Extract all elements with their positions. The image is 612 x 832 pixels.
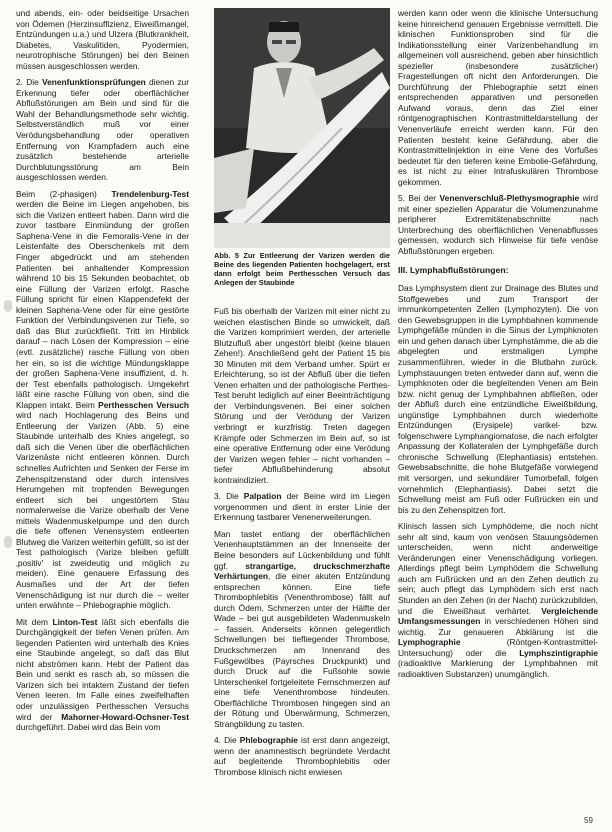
bold-term: Venenfunktionsprüfungen xyxy=(42,77,146,88)
paragraph xyxy=(398,193,598,256)
text: 5. Bei der xyxy=(398,193,440,204)
text: 3. Die xyxy=(214,491,244,502)
text: Beim (2-phasigen) xyxy=(16,188,112,199)
text: Fuß bis oberhalb der Varizen mit einer nicht zu weichen elastischen Binde so umwickelt, daß die Varizen komprimiert werden, der arterielle Blutzufluß aber ungestört bleibt (keine blauen Zehen!). Anschließend geht der Patient 15 bis 30 Minuten mit dem Verband umher. Spürt er Erleichterung, so ist der Abfluß über die tiefen Venen erhalten und der pathologische Perthes-Test beruht lediglich auf einer Beeinträchtigung der Verbindungsvenen. Bei einer solchen Störung und der Verödung der Varizen verbringt er kurzfristig. Treten dagegen Krämpfe oder Schmerzen im Bein auf, so ist eine operative Entfernung oder eine Verödung der Varizen wegen fehler – nicht vorhanden – tiefer Abflußbehinderung absolut kontraindiziert. xyxy=(214,306,390,485)
bold-term: Trendelenburg-Test xyxy=(111,188,189,199)
text: werden kann oder wenn die klinische Untersuchung keine hinreichend genauen Ergebnisse vermittelt. Die klinischen Funktionsproben sind für die Indikationsstellung einer Varizenbehandlung im allgemeinen voll ausreichend, geben aber hinsichtlich spezieller (insbesondere zusätzlicher) Fragestellungen oft nicht den Anforderungen. Die Durchführung der Phlebographie setzt einen entsprechenden apparativen und personellen Aufwand voraus, denn das Ziel einer röntgenographischen Kontrastmitteldarstellung der Venenverläufe erreicht werden kann. Für den Patienten besteht keine Gefährdung, aber die Kontrastmittelinjektion in eine Vene des Vorfußes bedeutet für den tieferen keine Embolie-Gefährdung, es ist nicht zu einer Intrafuskulären Thrombose gekommen. xyxy=(398,8,598,187)
text: 2. Die xyxy=(16,77,42,88)
paragraph xyxy=(214,306,390,485)
text: ist erst dann angezeigt, wenn der anamnestisch begründete Verdacht auf begleitende Thrombophlebitis oder Thrombose klinisch nicht erwiesen xyxy=(214,735,390,777)
bold-term: Perthesschen Versuch xyxy=(98,399,189,410)
paragraph xyxy=(16,617,189,733)
paragraph xyxy=(214,491,390,523)
doctor-raising-patient-leg-illustration xyxy=(214,8,390,248)
paragraph xyxy=(16,8,189,71)
text: (radioaktive Markierung der Lymphbahnen mit radioaktiven Substanzen) unumgänglich. xyxy=(398,658,598,679)
figure-photo xyxy=(214,8,390,248)
text: der Beine wird im Liegen vorgenommen und dient in erster Linie der Erkennung tastbarer Venenerweiterungen. xyxy=(214,491,390,523)
text: wird mit einer speziellen Apparatur die Volumenzunahme peripherer Extremitätenabschnitte nach Unterbrechung des oberflächlichen Venenabflusses gemessen, wodurch sich Hinweise für tiefe venöse Abflußstörungen ergeben. xyxy=(398,193,598,257)
middle-column-text xyxy=(214,306,390,826)
text: (Röntgen-Kontrastmittel-Untersuchung) oder die xyxy=(398,637,598,658)
text: Mit dem xyxy=(16,616,53,627)
text-column-right xyxy=(398,8,598,826)
text: Man tastet entlang der oberflächlichen Venenhauptstämmen an der Innenseite der Beine besonders auf Lückenbildung und fühlt ggf. xyxy=(214,528,390,571)
paragraph xyxy=(214,529,390,729)
text: in verschiedenen Höhen sind wichtig. Zur genaueren Abklärung ist die xyxy=(398,616,598,637)
text-column-left xyxy=(16,8,189,826)
bold-term: Lymphographie xyxy=(398,637,461,648)
text: Klinisch lassen sich Lymphödeme, die noch nicht sehr alt sind, kaum von venösen Stauungsödemen unterscheiden, wenn nicht anderweitige Veränderungen einer Venenschädigung vorliegen. Allerdings pflegt beim Lymphödem die Schwellung auch am Fußrücken und an den Zehen deutlich zu sein; auch pflegt das Lymphödem sich erst nach Stunden an den Zehen (in der Nacht) zurückzubilden, und die Eiweißhaut verhärtet. xyxy=(398,521,598,616)
punch-hole-mark xyxy=(4,536,12,548)
paragraph xyxy=(398,521,598,679)
bold-term: strangartige, druckschmerzhafte Verhärtungen xyxy=(214,560,390,582)
bold-term: Vergleichende Umfangsmessungen xyxy=(398,605,598,627)
text: durchgeführt. Dabei wird das Bein vom xyxy=(16,722,161,733)
punch-hole-mark xyxy=(4,300,12,312)
text: läßt sich ebenfalls die Durchgängigkeit der tiefen Venen prüfen. Am liegenden Patienten wird unterhalb des Knies eine Staubinde angelegt, so daß das Blut nicht abströmen kann. Hebt der Patient das Bein und senkt es rasch ab, so müssen die Varizen sich bei intaktem Zustand der tiefen Venen leeren. Im Falle eines zweifelhaften oder unzulässigen Perthesschen Versuchs wird der xyxy=(16,616,189,722)
text: wird nach Hochlagerung des Beins und Entleerung der Varizen (Abb. 5) eine Staubinde unterhalb des Knies angelegt, so daß sich die Venen über die oberflächlichen Varizenäste nicht entleeren können. Durch schnelles Aufrichten und Senken der Ferse im Zehenspitzenstand oder durch intensives Herumgehen mit tropfenden Bewegungen entleert sich bei ungestörtem Stau normalerweise die Varize oberhalb der Vene mittels Wadenmuskelpumpe und den durch die tiefe offenen Venensystem entleerten Blutweg die Varizen weiterhin gefüllt, so ist der Test pathologisch (Varize bleiben gefüllt ‚positiv' ist zweideutig und möglich zu meiden). Eine genauere Erfassung des Ausmaßes und der Art der tiefen Venenschädigung ist nur durch die – weiter unten erwähnte – Phlebographie möglich. xyxy=(16,410,189,611)
text: Das Lymphsystem dient zur Drainage des Blutes und Stoffgewebes und zum Transport der immunkompetenten Zellen (Lymphozyten). Die von den Gewebsgruppen in die Lymphbahnen kommende Lymphgefäße münden in die Sinus der Lymphknoten ein und gehen danach über Lymphstämme, die ab die abgelegten und erstmaligen Lymphe zusammenführen, wieder in die Blutbahn zurück. Lymphstauungen treten entweder dann auf, wenn die Lymphknoten oder die begleitenden Venen am Bein bzw. nicht genug der Lymphbahnen abfließen, oder der Abfluß durch eine entzündliche Eiweißbildung, ungünstige Lymphbahnen durch wiederholte Entzündungen (Erysipele) varikel- bzw. folgenschwere Lymphangiomatose, die nach erfolgter Anpassung der Kollateralen der Lymphgefäße durch chronische Schwellung (Elephantiasis) entstehen. Gewebsabschnitte, die hohe Blutgefäße vorwiegend mit versorgen, und sekundärer Tumorbefall, folgen vornehmlich (Elephantiasis). Dabei setzt die Schwellung meist am Fuß oder Fußrücken ein und bis zu den Zehenspitzen fort. xyxy=(398,283,598,515)
bold-term: Mahorner-Howard-Ochsner-Test xyxy=(61,711,189,722)
bold-term: Phlebographie xyxy=(239,735,298,746)
bold-term: Linton-Test xyxy=(52,616,98,627)
section-heading: III. Lymphabflußstörungen: xyxy=(398,264,509,275)
paragraph xyxy=(214,735,390,777)
text: dienen zur Erkennung tiefer oder oberflächlicher Abflußstörungen am Bein und sind für die Wahl der Behandlungsmethode sehr wichtig. Selbstverständlich muß vor einer Verödungsbehandlung oder operativen Entfernung von Krampfadern auch eine zusätzlich bestehende arterielle Durchblutungsstörung am Bein ausgeschlossen werden. xyxy=(16,77,189,183)
text: und abends, ein- oder beidseitige Ursachen von Ödemen (Herzinsuffizienz, Eiweißmangel, Entzündungen u.a.) und Ulzera (Blutkrankheit, Diabetes, Vaskulitiden, Pyodermien, neurotrophische Störungen) bei den Beinen müssen ausgeschlossen werden. xyxy=(16,8,189,71)
bold-term: Lymphszintigraphie xyxy=(519,647,598,658)
paragraph xyxy=(398,283,598,515)
text: werden die Beine im Liegen angehoben, bis sich die Varizen entleert haben. Dann wird die zuvor tastbare Einmündung der großen Saphena-Vene in die Femoralis-Vene in der Leistenfalte des Oberschenkels mit dem Finger abgedrückt und am stehenden Patienten bei anhaltender Kompression während 10 bis 15 Sekunden beobachtet, ob eine Füllung der Varizen erfolgt. Rasche Füllung spricht für einen Klappendefekt der kleinen Saphena-Vene oder für eine gestörte Funktion der Verbindungsvenen zur Tiefe, so daß das Blut zurückfließt. Tritt im Hinblick darauf – nach Lösen der Kompression – eine (evtl. zusätzliche) rasche Füllung von oben her ein, so ist die wichtige Mündungsklappe der großen Saphena-Vene insuffizient, d. h. der Test ebenfalls pathologisch. Umgekehrt läßt eine rasche Füllung von oben, sind die Klappen intakt. Beim xyxy=(16,199,189,410)
paragraph xyxy=(398,8,598,187)
text-column-middle xyxy=(214,8,390,826)
paragraph xyxy=(16,77,189,182)
page-number: 59 xyxy=(584,816,593,825)
text: , die einer akuten Entzündung entsprechen können. Eine tiefe Thrombophlebitis (Venenthrombose) fällt auf durch Ödem, Schmerzen unter der Hälfte der Wade – bei gut ausgebildeten Wadenmuskeln – fassen. Anderseits können gelegentlich Schwellungen bei tiefliegender Thrombose, Druckschmerzen am Innenrand des Fußgewölbes (Payrsches Druckpunkt) und durch Druck auf die Fußsohle sowie Unterschenkel fortgeleitete Fernschmerzen auf eine tiefe Venenthrombose hindeuten. Oberflächliche Thrombosen hingegen sind an der Rötung und Überwärmung, Schmerzen, Strangbildung zu tasten. xyxy=(214,571,390,729)
bold-term: Palpation xyxy=(243,491,282,502)
figure-caption: Abb. 5 Zur Entleerung der Varizen werden die Beine des liegenden Patienten hochgelagert, erst dann erfolgt beim Perthesschen Versuch das Anlegen der Staubinde xyxy=(214,251,390,287)
bold-term: Venenverschluß-Plethysmographie xyxy=(439,193,580,204)
paragraph xyxy=(16,189,189,611)
text: 4. Die xyxy=(214,735,240,746)
